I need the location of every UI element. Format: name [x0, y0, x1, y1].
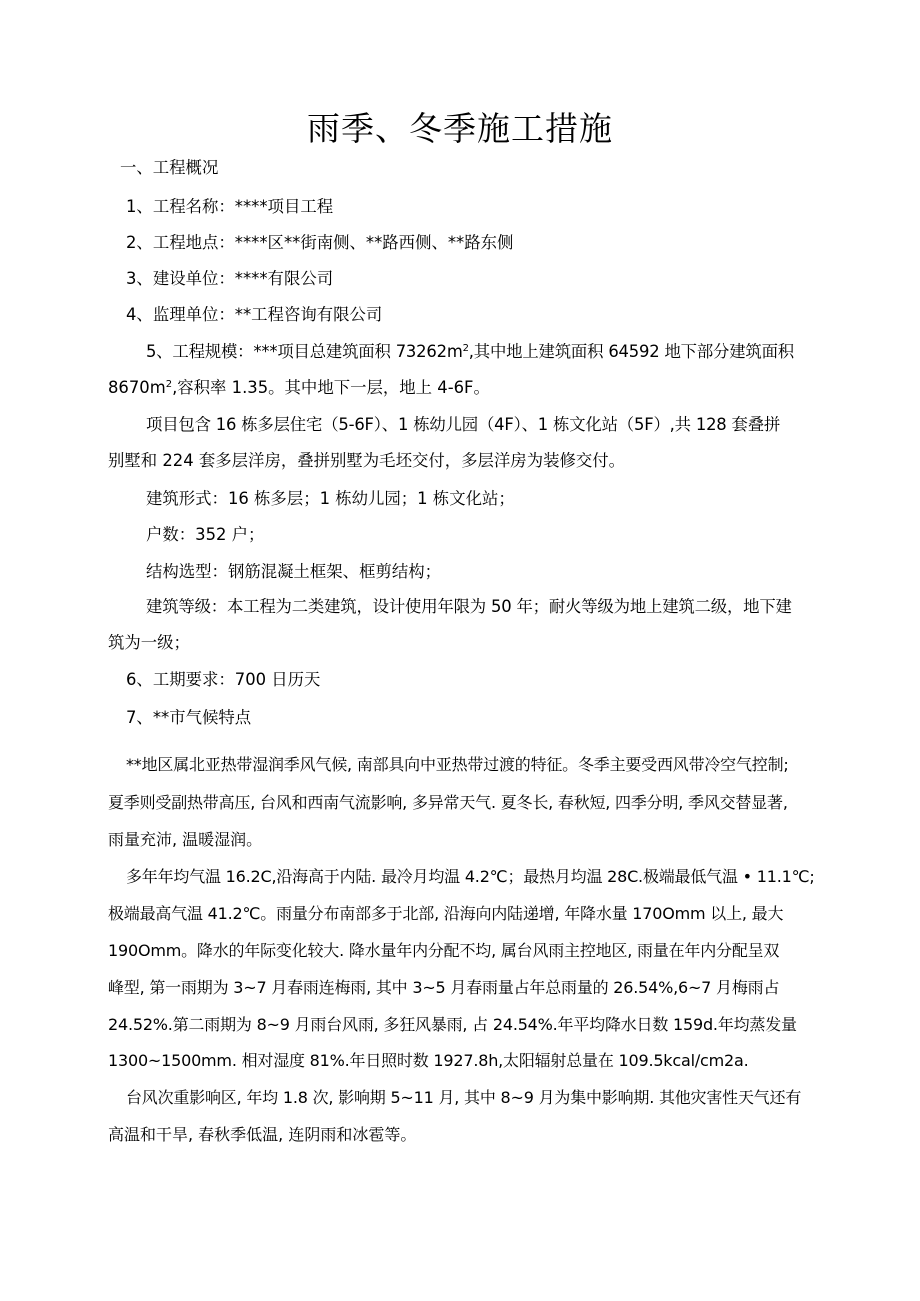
climate-p1-line-2: 夏季则受副热带高压, 台风和西南气流影响, 多异常天气. 夏冬长, 春秋短, 四季分明, 季风交替显著,	[108, 793, 788, 812]
scale-line-1	[146, 342, 794, 362]
climate-p1-line-1: **地区属北亚热带湿润季风气候, 南部具向中亚热带过渡的特征。冬季主要受西风带冷空气控制;	[126, 755, 789, 774]
climate-p1-line-3: 雨量充沛, 温暖湿润。	[108, 830, 263, 849]
superscript: 2	[462, 343, 469, 354]
document-title: 雨季、冬季施工措施	[307, 109, 613, 148]
structure-type: 结构选型：钢筋混凝土框架、框剪结构；	[146, 562, 442, 581]
schedule: 6、工期要求：700 日历天	[126, 670, 321, 689]
scale-line-2-text: 8670m	[108, 378, 166, 397]
climate-p2-line-2: 极端最高气温 41.2℃。雨量分布南部多于北部, 沿海向内陆递增, 年降水量 170Omm 以上, 最大	[108, 904, 784, 923]
climate-p2-line-3: 190Omm。降水的年际变化较大. 降水量年内分配不均, 属台风雨主控地区, 雨量在年内分配呈双	[108, 941, 780, 960]
scale-line-1-text: 5、工程规模：***项目总建筑面积 73262m	[146, 342, 463, 361]
project-line-1: 项目包含 16 栋多层住宅（5-6F）、1 栋幼儿园（4F）、1 栋文化站（5F）,共 128 套叠拼	[146, 415, 781, 434]
grade-line-2: 筑为一级；	[108, 633, 190, 652]
grade-line-1: 建筑等级：本工程为二类建筑，设计使用年限为 50 年；耐火等级为地上建筑二级，地下建	[146, 597, 792, 616]
item-supervisor: 4、监理单位：**工程咨询有限公司	[126, 305, 383, 324]
climate-p3-line-1: 台风次重影响区, 年均 1.8 次, 影响期 5~11 月, 其中 8~9 月为集中影响期. 其他灾害性天气还有	[126, 1088, 802, 1107]
scale-line-2-rest: ,容积率 1.35。其中地下一层，地上 4-6F。	[172, 378, 490, 397]
climate-heading: 7、**市气候特点	[126, 708, 252, 727]
item-project-location: 2、工程地点：****区**街南侧、**路西侧、**路东侧	[126, 233, 514, 252]
item-project-name: 1、工程名称：****项目工程	[126, 197, 334, 216]
climate-p2-line-4: 峰型, 第一雨期为 3~7 月春雨连梅雨, 其中 3~5 月春雨量占年总雨量的 26.54%,6~7 月梅雨占	[108, 978, 780, 997]
superscript: 2	[165, 379, 173, 390]
households: 户数：352 户；	[146, 525, 265, 544]
climate-p2-line-6: 1300~1500mm. 相对湿度 81%.年日照时数 1927.8h,太阳辐射总量在 109.5kcal∕cm2a.	[108, 1051, 749, 1070]
climate-p3-line-2: 高温和干旱, 春秋季低温, 连阴雨和冰雹等。	[108, 1125, 417, 1144]
project-line-2: 别墅和 224 套多层洋房，叠拼别墅为毛坯交付，多层洋房为装修交付。	[108, 451, 626, 470]
scale-line-2	[108, 378, 490, 398]
item-builder: 3、建设单位：****有限公司	[126, 269, 334, 288]
climate-p2-line-1: 多年年均气温 16.2C,沿海高于内陆. 最冷月均温 4.2℃；最热月均温 28C.极端最低气温 • 11.1℃;	[126, 867, 815, 886]
scale-line-1-rest: ,其中地上建筑面积 64592 地下部分建筑面积	[468, 342, 795, 361]
building-form: 建筑形式：16 栋多层；1 栋幼儿园；1 栋文化站；	[146, 489, 515, 508]
section-heading: 一、工程概况	[120, 158, 219, 177]
climate-p2-line-5: 24.52%.第二雨期为 8~9 月雨台风雨, 多狂风暴雨, 占 24.54%.年平均降水日数 159d.年均蒸发量	[108, 1015, 797, 1034]
